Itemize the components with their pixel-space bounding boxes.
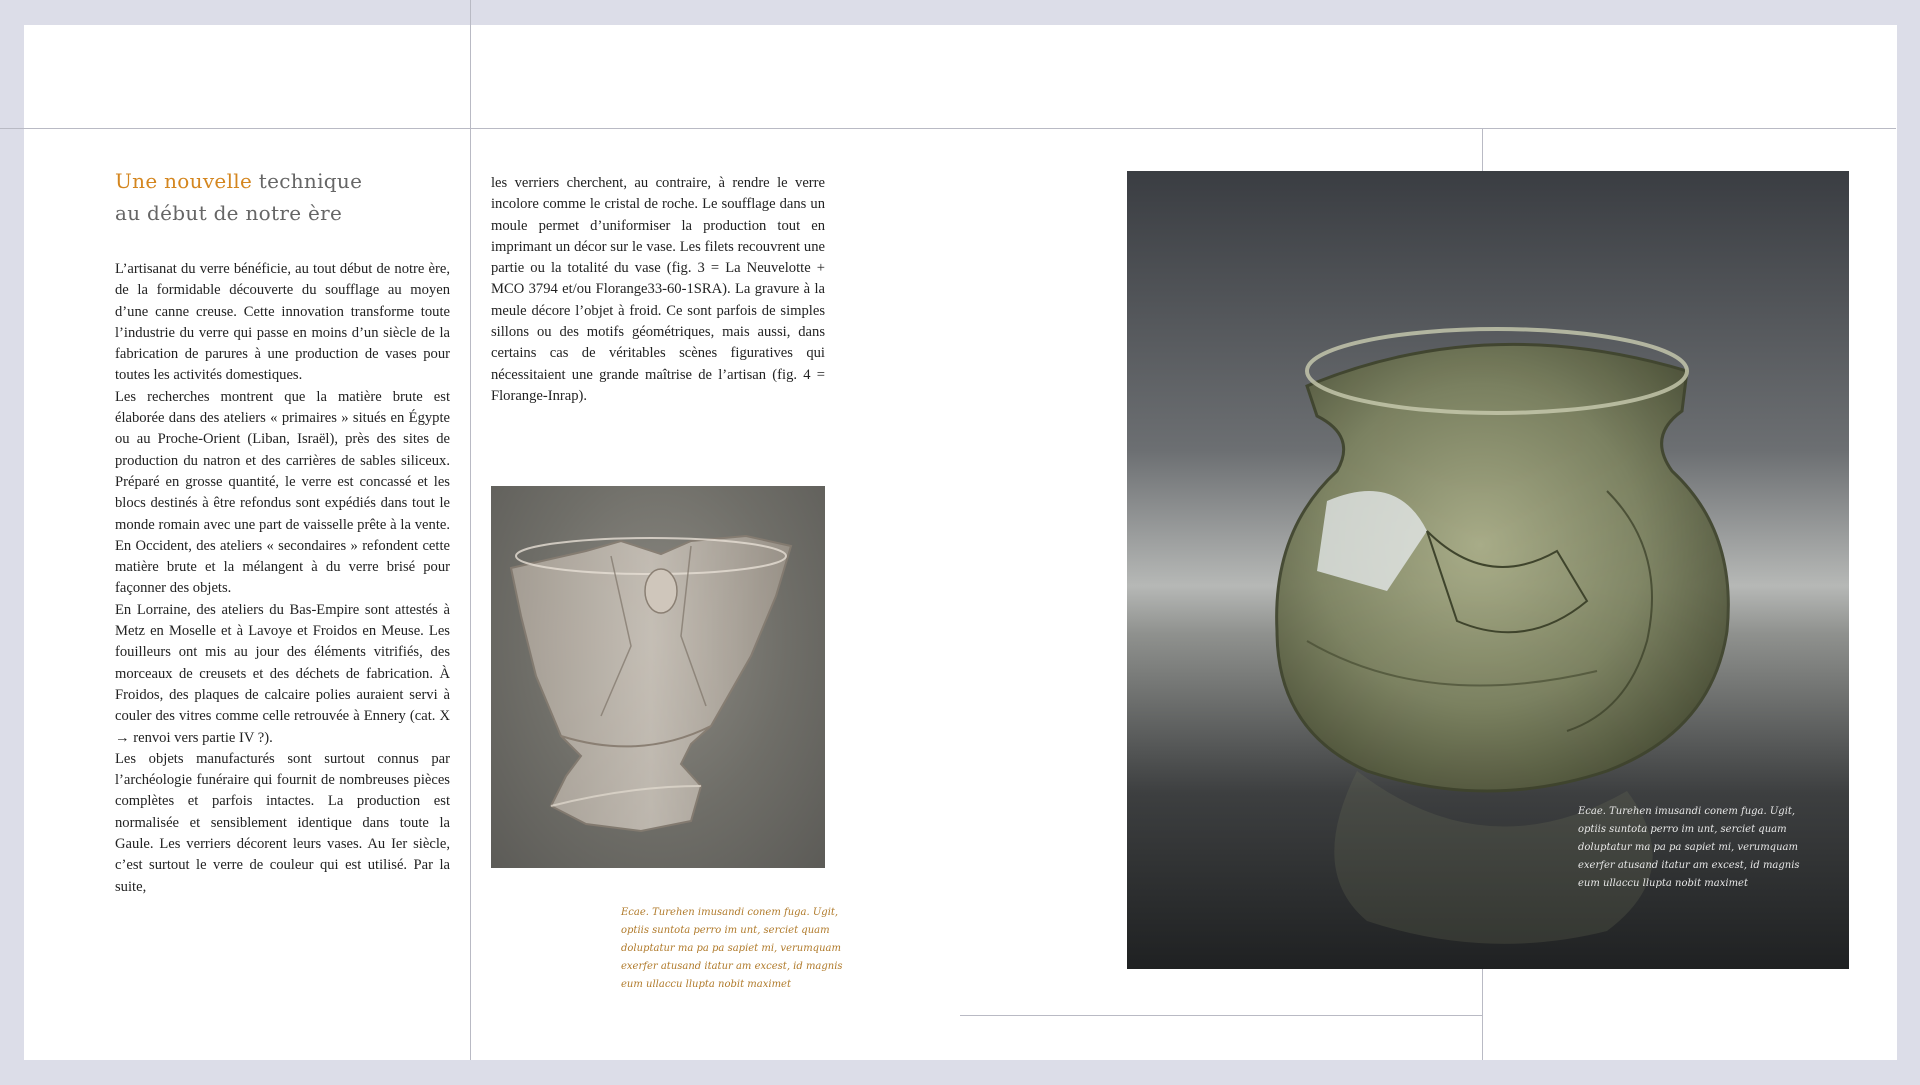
section-title-accent: Une nouvelle: [115, 169, 253, 193]
figure-caption-large: Ecae. Turehen imusandi conem fuga. Ugit, optiis suntota perro im unt, serciet quam doluptatur ma pa pa sapiet mi, verumquam exerfer atusand itatur am excest, id magnis eum ullaccu llupta nobit maximet: [1578, 806, 1800, 889]
paragraph: L’artisanat du verre bénéficie, au tout début de notre ère, de la formidable découverte du soufflage au moyen d’une canne creuse. Cette innovation transforme toute l’industrie du verre qui passe en moins d’un siècle de la fabrication de parures à une production de vases pour toutes les activités domestiques.: [115, 261, 450, 384]
paragraph: les verriers cherchent, au contraire, à rendre le verre incolore comme le cristal de roche. Le soufflage dans un moule permet d’uniformiser la production tout en imprimant un décor sur le vase. Les filets recouvrent une partie ou la totalité du vase (fig. 3 = La Neuvelotte + MCO 3794 et/ou Florange33-60-1SRA). La gravure à la meule décore l’objet à froid. Ce sont parfois de simples sillons ou des motifs géométriques, mais aussi, dans certains cas de véritables scènes figuratives qui nécessitaient une grande maîtrise de l’artisan (fig. 4 = Florange-Inrap).: [491, 175, 825, 404]
section-title-rest: technique: [252, 169, 363, 193]
paragraph: Les objets manufacturés sont surtout connus par l’archéologie funéraire qui fournit de nombreuses pièces complètes et parfois intactes. La production est normalisée et sensiblement identique dans toute la Gaule. Les verriers décorent leurs vases. Au Ier siècle, c’est surtout le verre de couleur qui est utilisé. Par la suite,: [115, 750, 450, 895]
guide-line-gutter: [470, 0, 471, 1060]
figure-glass-cup-photo: [491, 486, 825, 868]
section-title-line2: au début de notre ère: [115, 201, 343, 225]
glass-cup-illustration: [491, 486, 825, 868]
paragraph: En Lorraine, des ateliers du Bas-Empire sont attestés à Metz en Moselle et à Lavoye et Froidos en Meuse. Les fouilleurs ont mis au jour des éléments vitrifiés, des morceaux de creusets et des déchets de fabrication. À Froidos, des plaques de calcaire polies auraient servi à couler des vitres comme celle retrouvée à Ennery (cat. X → renvoi vers partie IV ?).: [115, 601, 450, 746]
text-column-left: [115, 259, 450, 898]
paragraph: Les recherches montrent que la matière brute est élaborée dans des ateliers « primaires » situés en Égypte ou au Proche-Orient (Liban, Israël), près des sites de production du natron et des carrières de sables siliceux. Préparé en grosse quantité, le verre est concassé et les blocs destinés à être refondus sont expédiés dans tout le monde romain avec une part de vaisselle prête à la vente. En Occident, des ateliers « secondaires » refondent cette matière brute et la mélangent à du verre brisé pour façonner des objets.: [115, 388, 450, 597]
figure-caption-small: Ecae. Turehen imusandi conem fuga. Ugit, optiis suntota perro im unt, serciet quam doluptatur ma pa pa sapiet mi, verumquam exerfer atusand itatur am excest, id magnis eum ullaccu llupta nobit maximet: [621, 907, 843, 990]
text-column-middle: [491, 173, 825, 407]
guide-line-bottom: [960, 1015, 1482, 1016]
section-title: [115, 165, 475, 229]
guide-line-top: [0, 128, 1896, 129]
